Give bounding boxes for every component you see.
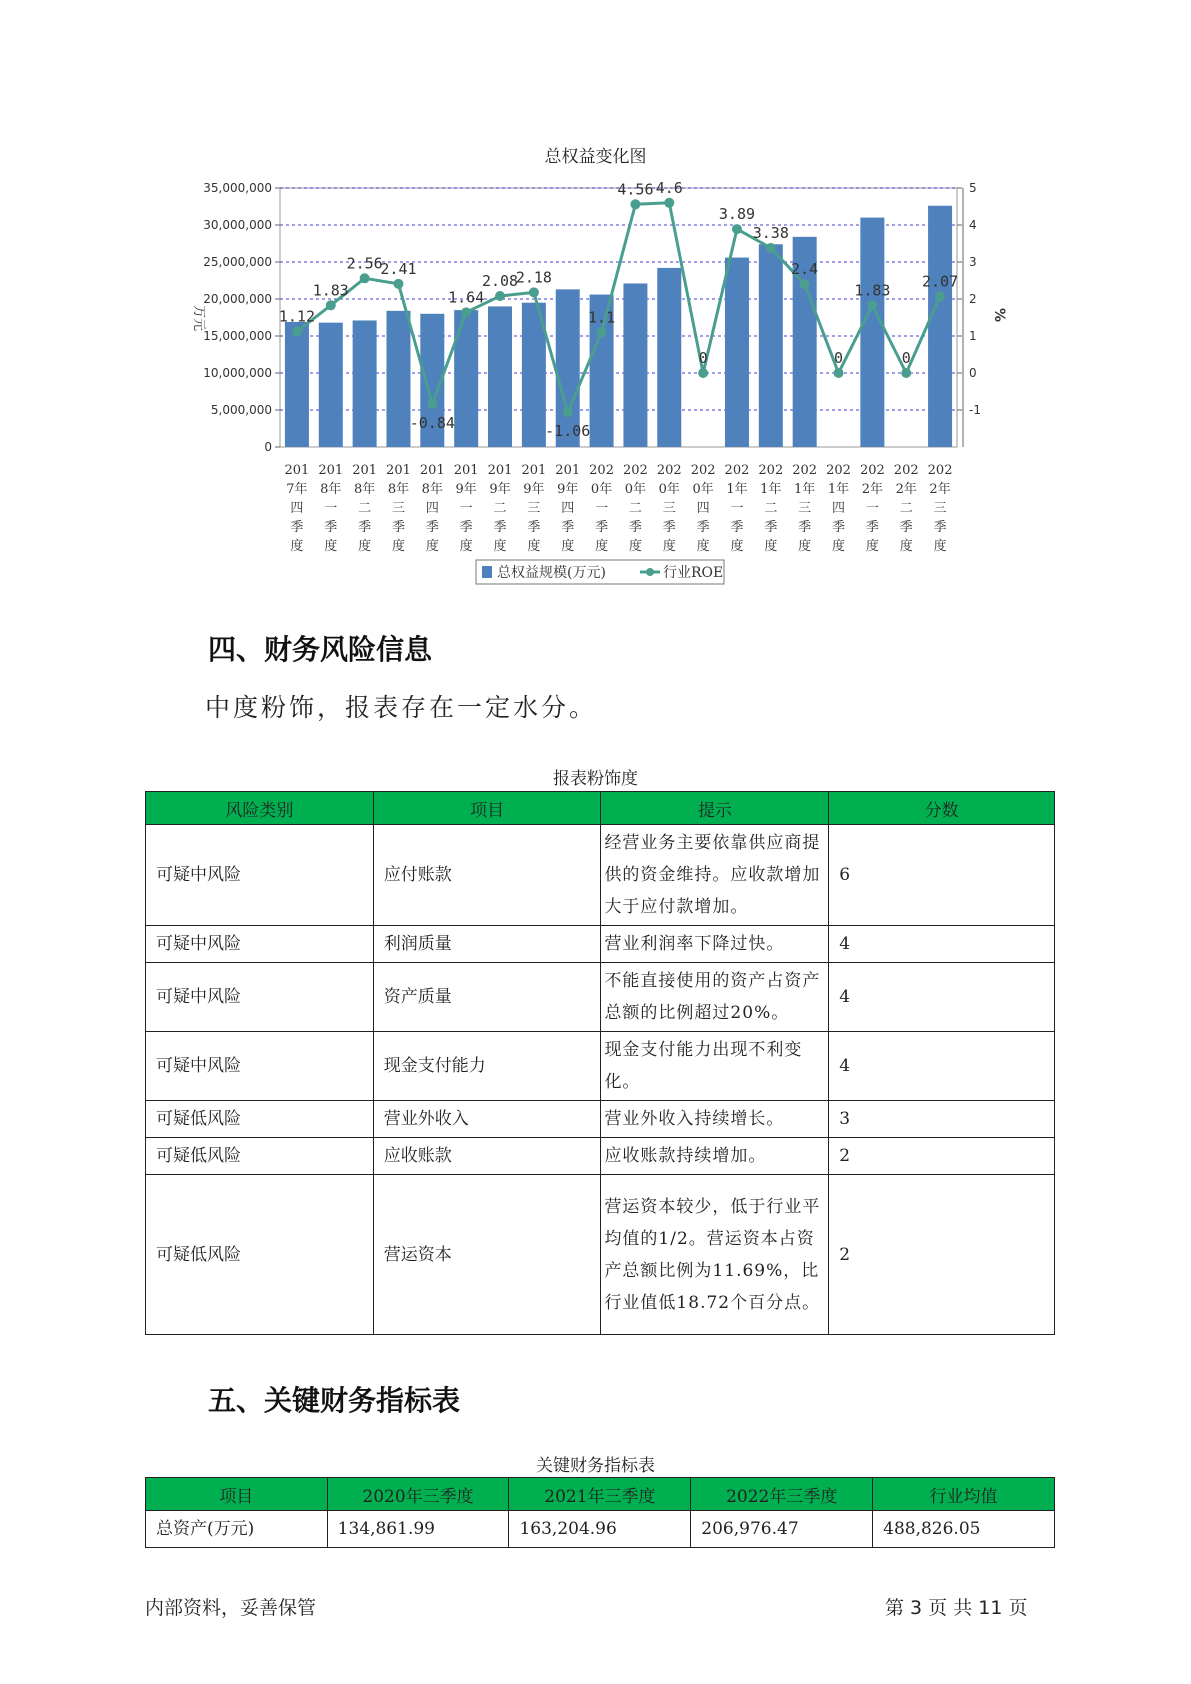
risk-table-row — [146, 825, 1055, 926]
x-tick-label: 0年 — [692, 482, 714, 497]
kpi-cell: 206,976.47 — [691, 1511, 873, 1548]
kpi-table-header — [146, 1478, 1055, 1511]
x-tick-label: 一 — [459, 501, 473, 516]
x-tick-label: 季 — [358, 520, 372, 535]
risk-category-cell: 可疑中风险 — [146, 926, 374, 963]
x-tick-label: 202 — [792, 463, 818, 478]
roe-point — [461, 307, 471, 317]
roe-data-label: 0 — [834, 349, 844, 367]
x-tick-label: 度 — [561, 539, 575, 554]
y-tick-label: 15,000,000 — [203, 329, 272, 343]
bar — [454, 310, 478, 447]
x-tick-label: 四 — [290, 501, 304, 516]
roe-data-label: 0 — [901, 349, 911, 367]
legend-bar-label: 总权益规模(万元) — [497, 565, 606, 581]
roe-data-label: -0.84 — [409, 414, 455, 433]
header-item: 项目 — [373, 792, 601, 825]
y-tick-label: 5,000,000 — [210, 403, 272, 417]
y2-axis-label: % — [991, 307, 1007, 323]
roe-point — [698, 368, 708, 378]
y-tick-label: 25,000,000 — [203, 255, 272, 269]
x-tick-label: 201 — [453, 463, 479, 478]
x-tick-label: 度 — [696, 539, 710, 554]
header-hint: 提示 — [601, 792, 829, 825]
bar — [860, 218, 884, 447]
roe-point — [393, 279, 403, 289]
y-tick-label: 20,000,000 — [203, 292, 272, 306]
x-tick-label: 度 — [425, 539, 439, 554]
x-tick-label: 202 — [690, 463, 716, 478]
risk-score-cell: 4 — [829, 926, 1055, 963]
risk-category-cell: 可疑中风险 — [146, 1032, 374, 1101]
section4-heading: 四、财务风险信息 — [208, 633, 433, 666]
bar — [657, 268, 681, 447]
roe-data-label: 1.83 — [854, 281, 891, 300]
x-tick-label: 201 — [284, 463, 310, 478]
roe-data-label: 4.6 — [655, 178, 683, 197]
kpi-cell: 总资产(万元) — [146, 1511, 328, 1548]
y2-tick-label: 3 — [969, 255, 977, 269]
x-tick-label: 二 — [493, 501, 507, 516]
x-tick-label: 202 — [758, 463, 784, 478]
roe-point — [529, 287, 539, 297]
risk-score-cell: 2 — [829, 1175, 1055, 1335]
x-tick-label: 季 — [865, 520, 879, 535]
x-tick-label: 季 — [899, 520, 913, 535]
roe-point — [867, 300, 877, 310]
y2-tick-label: 1 — [969, 329, 977, 343]
x-tick-label: 1年 — [794, 482, 816, 497]
risk-category-cell: 可疑低风险 — [146, 1175, 374, 1335]
roe-data-label: 3.38 — [752, 223, 789, 242]
x-tick-label: 度 — [493, 539, 507, 554]
roe-point — [834, 368, 844, 378]
y2-tick-label: 2 — [969, 292, 977, 306]
x-tick-label: 2年 — [861, 482, 884, 497]
x-tick-label: 度 — [391, 539, 405, 554]
x-tick-label: 一 — [595, 501, 609, 516]
x-tick-label: 季 — [798, 520, 812, 535]
x-tick-label: 9年 — [489, 482, 511, 497]
chart-title: 总权益变化图 — [544, 147, 647, 167]
risk-category-cell: 可疑中风险 — [146, 825, 374, 926]
x-tick-label: 季 — [527, 520, 541, 535]
x-tick-label: 度 — [324, 539, 338, 554]
x-tick-label: 度 — [832, 539, 846, 554]
x-tick-label: 季 — [662, 520, 676, 535]
y2-tick-label: 4 — [969, 218, 977, 232]
x-tick-label: 8年 — [353, 482, 376, 497]
roe-point — [360, 273, 370, 283]
y2-tick-label: -1 — [969, 403, 981, 417]
risk-table-row — [146, 963, 1055, 1032]
x-tick-label: 季 — [391, 520, 405, 535]
roe-data-label: 2.4 — [791, 260, 819, 279]
x-tick-label: 2年 — [929, 482, 951, 497]
legend-line-marker — [646, 568, 654, 576]
roe-data-label: 1.1 — [588, 308, 616, 327]
risk-summary: 中度粉饰，报表存在一定水分。 — [205, 693, 598, 722]
risk-table-header — [146, 792, 1055, 825]
roe-point — [901, 368, 911, 378]
risk-item-cell: 营运资本 — [373, 1175, 601, 1335]
roe-data-label: 4.56 — [617, 180, 654, 199]
risk-hint-cell: 应收账款持续增加。 — [601, 1138, 829, 1175]
equity-chart — [0, 0, 1191, 600]
x-tick-label: 季 — [290, 520, 304, 535]
x-tick-label: 季 — [324, 520, 338, 535]
x-tick-label: 201 — [352, 463, 378, 478]
roe-point — [766, 243, 776, 253]
x-tick-label: 201 — [318, 463, 344, 478]
x-tick-label: 度 — [290, 539, 304, 554]
x-tick-label: 度 — [865, 539, 879, 554]
x-tick-label: 季 — [832, 520, 846, 535]
risk-score-cell: 2 — [829, 1138, 1055, 1175]
kpi-table — [145, 1477, 1055, 1548]
roe-point — [495, 291, 505, 301]
kpi-table-row — [146, 1511, 1055, 1548]
y-tick-label: 30,000,000 — [203, 218, 272, 232]
x-tick-label: 202 — [927, 463, 953, 478]
roe-point — [800, 279, 810, 289]
risk-table-row — [146, 1138, 1055, 1175]
y-axis-label: 万元 — [191, 304, 206, 332]
x-tick-label: 度 — [628, 539, 642, 554]
plot-frame — [280, 188, 957, 447]
x-tick-label: 季 — [493, 520, 507, 535]
bar — [488, 306, 512, 447]
footer-page-number: 第 3 页 共 11 页 — [885, 1597, 1028, 1619]
risk-table-row — [146, 1175, 1055, 1335]
x-tick-label: 202 — [589, 463, 614, 478]
roe-data-label: 3.89 — [718, 205, 756, 224]
header-score: 分数 — [829, 792, 1055, 825]
roe-data-label: 0 — [698, 349, 708, 367]
x-tick-label: 三 — [933, 501, 947, 516]
x-tick-label: 度 — [899, 539, 913, 554]
risk-hint-cell: 经营业务主要依靠供应商提供的资金维持。应收款增加大于应付款增加。 — [601, 825, 829, 926]
x-tick-label: 9年 — [557, 482, 579, 497]
x-tick-label: 1年 — [726, 482, 748, 497]
x-tick-label: 一 — [324, 501, 338, 516]
roe-point — [292, 327, 302, 337]
x-tick-label: 二 — [358, 501, 372, 516]
x-tick-label: 201 — [487, 463, 513, 478]
x-tick-label: 201 — [386, 463, 411, 478]
kpi-header-2022q3: 2022年三季度 — [691, 1478, 873, 1511]
x-tick-label: 季 — [459, 520, 473, 535]
x-tick-label: 季 — [595, 520, 609, 535]
roe-data-label: 2.41 — [380, 259, 417, 278]
x-tick-label: 季 — [425, 520, 439, 535]
x-tick-label: 四 — [561, 501, 575, 516]
risk-category-cell: 可疑低风险 — [146, 1101, 374, 1138]
risk-item-cell: 利润质量 — [373, 926, 601, 963]
x-tick-label: 度 — [662, 539, 676, 554]
kpi-header-2021q3: 2021年三季度 — [509, 1478, 691, 1511]
x-tick-label: 三 — [391, 501, 405, 516]
roe-data-label: 2.07 — [922, 272, 959, 291]
legend-line-label: 行业ROE — [663, 565, 724, 581]
bar — [285, 322, 309, 447]
risk-item-cell: 应收账款 — [373, 1138, 601, 1175]
x-tick-label: 0年 — [590, 482, 613, 497]
kpi-header-2020q3: 2020年三季度 — [327, 1478, 509, 1511]
y-tick-label: 35,000,000 — [203, 181, 272, 195]
risk-hint-cell: 营业外收入持续增长。 — [601, 1101, 829, 1138]
roe-point — [732, 224, 742, 234]
risk-category-cell: 可疑中风险 — [146, 963, 374, 1032]
roe-point — [630, 199, 640, 209]
risk-table-row — [146, 926, 1055, 963]
risk-table-row — [146, 1101, 1055, 1138]
risk-table — [145, 791, 1055, 1335]
section5-heading: 五、关键财务指标表 — [208, 1384, 461, 1417]
x-tick-label: 三 — [798, 501, 812, 516]
bar — [386, 311, 410, 447]
bar — [725, 258, 749, 447]
roe-data-label: 1.64 — [448, 288, 485, 307]
footer-confidential: 内部资料，妥善保管 — [145, 1597, 317, 1619]
x-tick-label: 二 — [899, 501, 913, 516]
kpi-cell: 134,861.99 — [327, 1511, 509, 1548]
x-tick-label: 四 — [696, 501, 710, 516]
risk-score-cell: 3 — [829, 1101, 1055, 1138]
risk-hint-cell: 不能直接使用的资产占资产总额的比例超过20%。 — [601, 963, 829, 1032]
x-tick-label: 二 — [628, 501, 642, 516]
x-tick-label: 0年 — [658, 482, 680, 497]
risk-hint-cell: 营业利润率下降过快。 — [601, 926, 829, 963]
kpi-cell: 163,204.96 — [509, 1511, 691, 1548]
risk-hint-cell: 现金支付能力出现不利变化。 — [601, 1032, 829, 1101]
risk-item-cell: 资产质量 — [373, 963, 601, 1032]
x-tick-label: 202 — [859, 463, 885, 478]
x-tick-label: 1年 — [827, 482, 850, 497]
roe-data-label: 2.08 — [481, 272, 519, 291]
x-tick-label: 三 — [527, 501, 541, 516]
x-tick-label: 202 — [893, 463, 919, 478]
x-tick-label: 季 — [696, 520, 710, 535]
roe-point — [326, 300, 336, 310]
x-tick-label: 8年 — [320, 482, 342, 497]
bar — [353, 320, 377, 447]
risk-table-row — [146, 1032, 1055, 1101]
risk-score-cell: 6 — [829, 825, 1055, 926]
y2-tick-label: 0 — [969, 366, 977, 380]
x-tick-label: 度 — [527, 539, 541, 554]
x-tick-label: 度 — [595, 539, 609, 554]
x-tick-label: 四 — [425, 501, 439, 516]
roe-point — [664, 198, 674, 208]
x-tick-label: 201 — [555, 463, 581, 478]
x-tick-label: 度 — [933, 539, 947, 554]
x-tick-label: 9年 — [455, 482, 477, 497]
x-tick-label: 度 — [459, 539, 473, 554]
x-tick-label: 0年 — [624, 482, 647, 497]
risk-score-cell: 4 — [829, 963, 1055, 1032]
risk-item-cell: 营业外收入 — [373, 1101, 601, 1138]
risk-item-cell: 应付账款 — [373, 825, 601, 926]
x-tick-label: 四 — [832, 501, 846, 516]
x-tick-label: 202 — [656, 463, 682, 478]
x-tick-label: 202 — [623, 463, 648, 478]
y-tick-label: 10,000,000 — [203, 366, 272, 380]
header-risk-category: 风险类别 — [146, 792, 374, 825]
risk-hint-cell: 营运资本较少，低于行业平均值的1/2。营运资本占资产总额比例为11.69%，比行业值低18.72个百分点。 — [601, 1175, 829, 1335]
x-tick-label: 201 — [521, 463, 547, 478]
bar — [928, 206, 952, 447]
kpi-table-caption: 关键财务指标表 — [536, 1456, 655, 1476]
risk-item-cell: 现金支付能力 — [373, 1032, 601, 1101]
risk-score-cell: 4 — [829, 1032, 1055, 1101]
bar — [759, 244, 783, 447]
roe-data-label: 2.56 — [346, 254, 383, 273]
x-tick-label: 二 — [764, 501, 778, 516]
bar — [319, 323, 343, 447]
roe-data-label: 2.18 — [515, 268, 552, 287]
risk-category-cell: 可疑低风险 — [146, 1138, 374, 1175]
roe-point — [597, 327, 607, 337]
x-tick-label: 一 — [730, 501, 744, 516]
legend-bar-swatch — [482, 566, 492, 578]
x-tick-label: 度 — [730, 539, 744, 554]
x-tick-label: 三 — [662, 501, 676, 516]
roe-data-label: 1.12 — [278, 307, 315, 326]
x-tick-label: 季 — [730, 520, 744, 535]
roe-data-label: -1.06 — [545, 422, 591, 441]
risk-table-caption: 报表粉饰度 — [553, 769, 638, 789]
x-tick-label: 季 — [933, 520, 947, 535]
x-tick-label: 8年 — [421, 482, 443, 497]
y-tick-label: 0 — [264, 440, 272, 454]
x-tick-label: 度 — [798, 539, 812, 554]
roe-data-label: 1.83 — [312, 281, 349, 300]
x-tick-label: 202 — [724, 463, 750, 478]
roe-point — [427, 399, 437, 409]
roe-point — [935, 291, 945, 301]
x-tick-label: 9年 — [523, 482, 545, 497]
x-tick-label: 1年 — [760, 482, 782, 497]
x-tick-label: 度 — [358, 539, 372, 554]
x-tick-label: 季 — [561, 520, 575, 535]
roe-point — [563, 407, 573, 417]
y2-tick-label: 5 — [969, 181, 977, 195]
x-tick-label: 度 — [764, 539, 778, 554]
x-tick-label: 季 — [628, 520, 642, 535]
kpi-cell: 488,826.05 — [873, 1511, 1055, 1548]
x-tick-label: 季 — [764, 520, 778, 535]
x-tick-label: 8年 — [387, 482, 410, 497]
x-tick-label: 201 — [419, 463, 445, 478]
bar — [623, 283, 647, 447]
kpi-header-item: 项目 — [146, 1478, 328, 1511]
x-tick-label: 一 — [865, 501, 879, 516]
x-tick-label: 202 — [826, 463, 851, 478]
x-tick-label: 7年 — [286, 482, 308, 497]
kpi-header-industry-avg: 行业均值 — [873, 1478, 1055, 1511]
x-tick-label: 2年 — [895, 482, 917, 497]
